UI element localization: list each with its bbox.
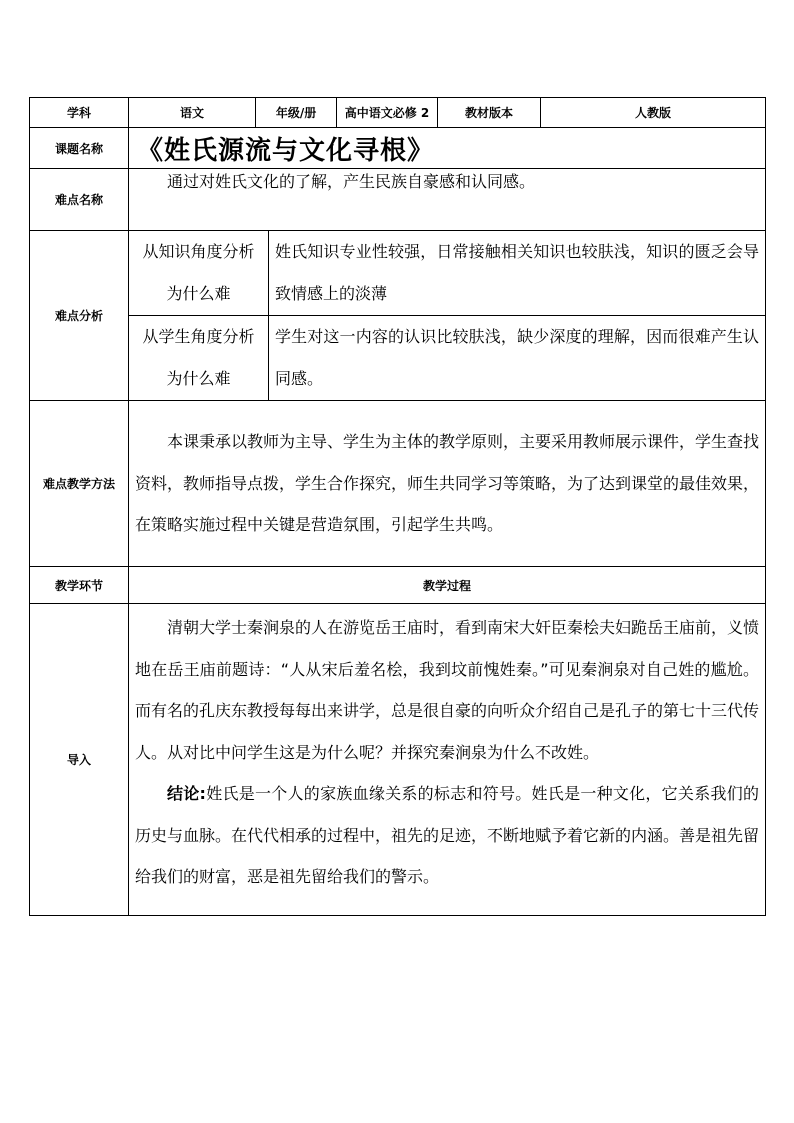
student-angle-label: 从学生角度分析为什么难 — [129, 316, 269, 401]
teaching-method-label: 难点教学方法 — [30, 401, 129, 567]
analysis-student-row — [30, 316, 766, 401]
grade-label: 年级/册 — [256, 98, 337, 128]
process-header-row — [30, 567, 766, 604]
subject-label: 学科 — [30, 98, 129, 128]
edition-label: 教材版本 — [438, 98, 541, 128]
subject-value: 语文 — [129, 98, 256, 128]
process-header: 教学过程 — [129, 567, 766, 604]
teaching-method-row — [30, 401, 766, 567]
stage-header: 教学环节 — [30, 567, 129, 604]
edition-value: 人教版 — [541, 98, 766, 128]
analysis-knowledge-row — [30, 231, 766, 316]
difficulty-name-row — [30, 169, 766, 231]
conclusion-label: 结论: — [167, 784, 206, 803]
conclusion-text: 姓氏是一个人的家族血缘关系的标志和符号。姓氏是一种文化，它关系我们的历史与血脉。在代代相承的过程中，祖先的足迹，不断地赋予着它新的内涵。善是祖先留给我们的财富，恶是祖先留给我们的警示。 — [135, 784, 760, 886]
lesson-plan-table — [29, 97, 766, 916]
grade-value: 高中语文必修 2 — [337, 98, 438, 128]
intro-row — [30, 604, 766, 916]
difficulty-name-label: 难点名称 — [30, 169, 129, 231]
header-row — [30, 98, 766, 128]
teaching-method-text: 本课秉承以教师为主导、学生为主体的教学原则，主要采用教师展示课件，学生查找资料，教师指导点拨，学生合作探究，师生共同学习等策略，为了达到课堂的最佳效果，在策略实施过程中关键是营造氛围，引起学生共鸣。 — [135, 432, 760, 535]
lesson-title: 《姓氏源流与文化寻根》 — [129, 128, 766, 169]
title-row — [30, 128, 766, 169]
difficulty-analysis-label: 难点分析 — [30, 231, 129, 401]
difficulty-name-text: 通过对姓氏文化的了解，产生民族自豪感和认同感。 — [167, 172, 536, 191]
knowledge-angle-label: 从知识角度分析为什么难 — [129, 231, 269, 316]
intro-paragraph: 清朝大学士秦涧泉的人在游览岳王庙时，看到南宋大奸臣秦桧夫妇跪岳王庙前，义愤地在岳王庙前题诗：“人从宋后羞名桧，我到坟前愧姓秦。”可见秦涧泉对自己姓的尴尬。而有名的孔庆东教授每每出来讲学，总是很自豪的向听众介绍自己是孔子的第七十三代传人。从对比中问学生这是为什么呢？并探究秦涧泉为什么不改姓。 — [135, 618, 760, 762]
intro-label: 导入 — [30, 604, 129, 916]
student-angle-text: 学生对这一内容的认识比较肤浅，缺少深度的理解，因而很难产生认同感。 — [269, 316, 766, 401]
intro-conclusion — [135, 773, 759, 898]
knowledge-angle-text: 姓氏知识专业性较强，日常接触相关知识也较肤浅，知识的匮乏会导致情感上的淡薄 — [269, 231, 766, 316]
title-label: 课题名称 — [30, 128, 129, 169]
